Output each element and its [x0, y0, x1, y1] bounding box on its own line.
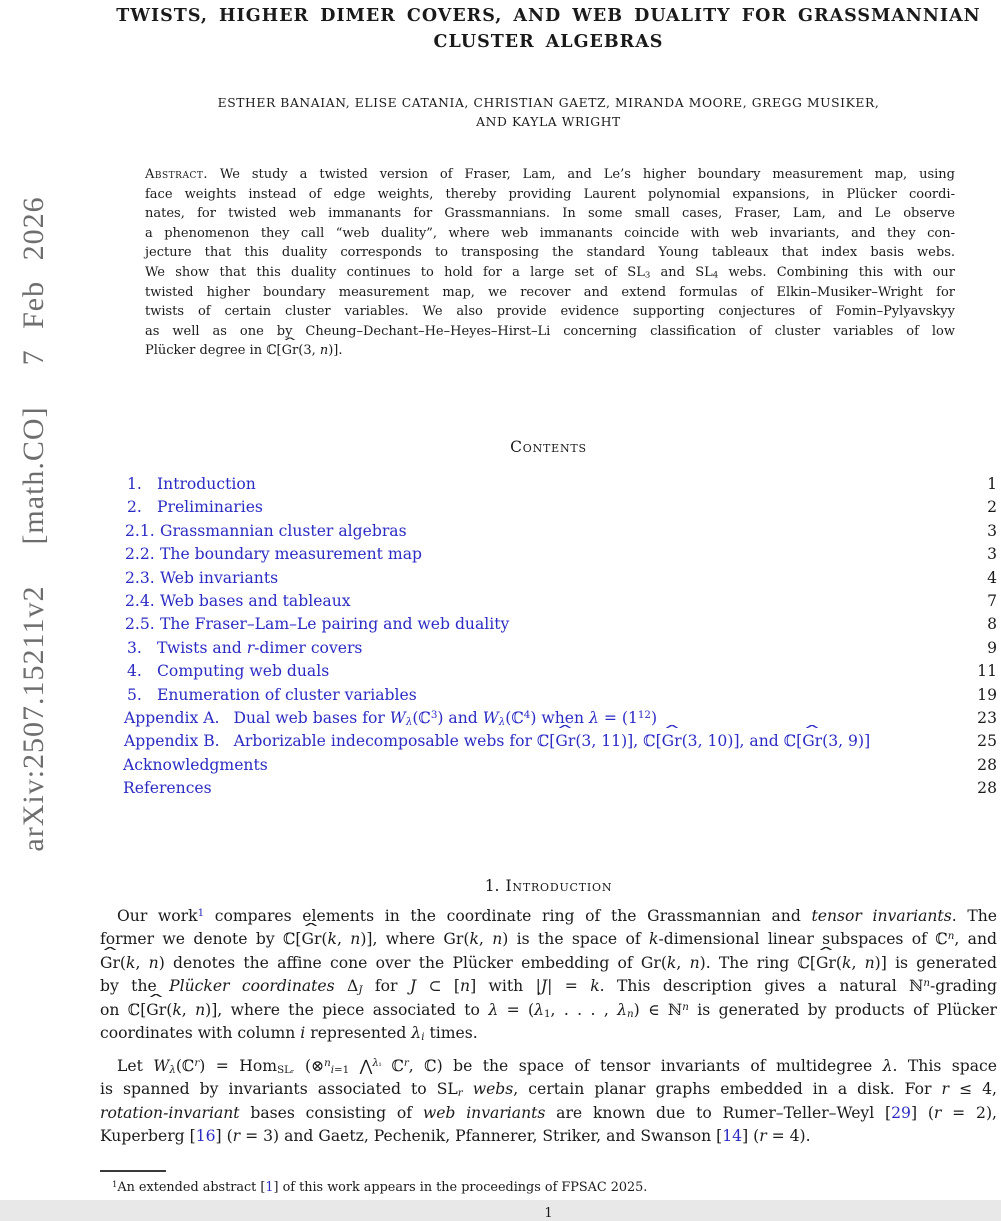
toc-entry[interactable]	[100, 637, 997, 660]
text-column	[100, 0, 997, 1221]
toc-leader-space	[870, 730, 977, 753]
toc-entry-page: 8	[987, 615, 997, 634]
body-line: ˆ Gr(k, n) denotes the affine cone over the Plücker embedding of Gr(k, n). The ring ℂ[ˆ Gr(k, n)] is generated	[100, 952, 997, 976]
toc-entry-page: 1	[987, 474, 997, 493]
abstract-line: as well as one by Cheung–Dechant–He–Heyes–Hirst–Li concerning classification of cluster variables of low	[145, 323, 955, 339]
abstract-label: Abstract.	[145, 167, 208, 182]
body-line: Our work$^1$ compares elements in the coordinate ring of the Grassmannian and tensor invariants. The	[117, 906, 997, 925]
toc-entry-label: Twists and r-dimer covers	[157, 638, 363, 657]
toc-leader-space	[256, 473, 977, 496]
arxiv-watermark: arXiv:2507.15211v2 [math.CO] 7 Feb 2026	[17, 196, 50, 852]
toc-entry-page: 25	[977, 732, 997, 751]
toc-leader-space	[351, 590, 977, 613]
citation-link[interactable]: 1	[265, 1179, 274, 1195]
body-line: rotation-invariant bases consisting of web invariants are known due to Rumer–Teller–Weyl [29] (r = 2),	[100, 1103, 998, 1122]
body-line: by the Plücker coordinates $\Delta_J$ for J ⊂ [n] with |J| = k. This description gives a natural ℕ$^n$-grading	[100, 976, 997, 997]
section-1-heading	[100, 877, 997, 895]
footnote-rule	[100, 1170, 166, 1172]
toc-entry-number: 2.1.	[125, 521, 155, 540]
toc-entry[interactable]	[100, 754, 997, 777]
toc-entry[interactable]	[100, 496, 997, 519]
toc-entry[interactable]	[100, 473, 997, 496]
toc-entry-page: 4	[987, 568, 997, 587]
toc-entry-page: 19	[977, 685, 997, 704]
body-line: Kuperberg [16] (r = 3) and Gaetz, Pechenik, Pfannerer, Striker, and Swanson [14] (r = 4).	[100, 1127, 811, 1146]
toc-entry-number: 2.4.	[125, 591, 155, 610]
toc-leader-space	[407, 520, 977, 543]
toc-entry-label: Arborizable indecomposable webs for ℂ[ˆ Gr(3, 11)], ℂ[ˆ Gr(3, 10)], and ℂ[ˆ Gr(3, 9)]	[234, 730, 871, 753]
toc-entry[interactable]	[100, 590, 997, 613]
toc-entry[interactable]	[100, 660, 997, 683]
toc-entry-label: The boundary measurement map	[160, 545, 422, 564]
toc-entry[interactable]	[100, 707, 997, 730]
toc-entry-number: 2.3.	[125, 568, 155, 587]
paper-title	[100, 3, 997, 55]
toc-entry-label: Web bases and tableaux	[160, 591, 351, 610]
toc-entry-page: 11	[977, 662, 997, 681]
affine-cone-hat: ˆ Gr	[146, 999, 166, 1023]
abstract-line: nates, for twisted web immanants for Grassmannians. In some small cases, Fraser, Lam, and Le observe	[145, 206, 955, 222]
introduction-body	[100, 905, 997, 1149]
toc-entry-number: 4.	[127, 662, 142, 681]
toc-entry-label: Dual web bases for $W_\lambda(ℂ^3)$ and $W_\lambda(ℂ^4)$ when $\lambda = (1^{12})$	[233, 708, 658, 729]
toc-leader-space	[509, 613, 977, 636]
toc-entry-number: 3.	[127, 638, 142, 657]
author-list-line2: AND KAYLA WRIGHT	[476, 115, 621, 129]
affine-cone-hat: ˆ Gr	[555, 730, 575, 753]
introduction-paragraph-1	[100, 905, 997, 1046]
toc-leader-space	[362, 637, 977, 660]
toc-entry-label: Web invariants	[160, 568, 279, 587]
toc-entry-page: 9	[987, 638, 997, 657]
section-1-number: 1.	[484, 876, 500, 895]
abstract-line: Plücker degree in ℂ[ˆ Gr(3, n)].	[145, 341, 955, 361]
toc-entry-label: The Fraser–Lam–Le pairing and web duality	[160, 615, 510, 634]
table-of-contents	[100, 473, 997, 801]
toc-entry-page: 3	[987, 545, 997, 564]
abstract-line: Abstract. We study a twisted version of Fraser, Lam, and Le’s higher boundary measurement map, using	[145, 167, 955, 182]
abstract-line: a phenomenon they call “web duality”, where web immanants coincide with web invariants, and they con-	[145, 225, 955, 241]
toc-entry-number: 1.	[127, 474, 142, 493]
page-number: 1	[544, 1205, 553, 1221]
introduction-paragraph-2	[100, 1055, 997, 1149]
body-line: Let $W_\lambda(ℂ^r) = Hom_{SLᵣ}$ (⊗$^n_{i=1}$ ⋀$^{\lambda ᵢ}$ ℂ$^r$, ℂ) be the space of tensor invariants of multidegree λ. This space	[117, 1056, 998, 1076]
toc-entry[interactable]	[100, 567, 997, 590]
body-line: former we denote by ℂ[ˆ Gr(k, n)], where Gr(k, n) is the space of k-dimensional linear subspaces of ℂ$^n$, and	[100, 928, 997, 952]
affine-cone-hat: ˆ Gr	[662, 730, 682, 753]
toc-entry-number: Appendix B.	[124, 732, 220, 751]
toc-entry[interactable]	[100, 684, 997, 707]
toc-entry-label: Introduction	[157, 474, 256, 493]
abstract	[145, 165, 955, 361]
footnote-marker: 1	[112, 1178, 118, 1189]
toc-leader-space	[417, 684, 977, 707]
section-1-title: Introduction	[505, 876, 613, 895]
affine-cone-hat: ˆ Gr	[100, 952, 120, 976]
toc-entry-label: Computing web duals	[157, 662, 330, 681]
affine-cone-hat: ˆ Gr	[282, 341, 299, 361]
toc-entry-label: Grassmannian cluster algebras	[160, 521, 407, 540]
abstract-line: twisted higher boundary measurement map, we recover and extend formulas of Elkin–Musiker–Wright for	[145, 284, 955, 300]
toc-entry-page: 3	[987, 521, 997, 540]
contents-heading: Contents	[510, 437, 587, 456]
citation-link[interactable]: 14	[722, 1127, 743, 1146]
abstract-line: face weights instead of edge weights, thereby providing Laurent polynomial expansions, in Plücker coordi-	[145, 186, 955, 202]
toc-entry[interactable]	[100, 613, 997, 636]
citation-link[interactable]: 1	[197, 906, 205, 919]
toc-entry-page: 28	[977, 779, 997, 798]
paper-title-line2: CLUSTER ALGEBRAS	[433, 32, 664, 52]
footnote-text: An extended abstract [1] of this work appears in the proceedings of FPSAC 2025.	[117, 1179, 648, 1195]
toc-entry[interactable]	[100, 777, 997, 800]
toc-entry-label: Enumeration of cluster variables	[157, 685, 417, 704]
body-line: on ℂ[ˆ Gr(k, n)], where the piece associated to $\lambda = (\lambda_1$, . . . , $\lambda_n$) ∈ ℕ$^n$ is generated by products of Plücker	[100, 999, 997, 1023]
abstract-line: twists of certain cluster variables. We also provide evidence supporting conjectures of Fomin–Pylyavskyy	[145, 304, 955, 320]
toc-entry-label: Acknowledgments	[123, 755, 268, 774]
citation-link[interactable]: 29	[891, 1103, 911, 1122]
abstract-line: We show that this duality continues to hold for a large set of $SL_3$ and $SL_4$ webs. Combining this with our	[145, 264, 956, 281]
toc-entry[interactable]	[100, 543, 997, 566]
paper-title-line1: TWISTS, HIGHER DIMER COVERS, AND WEB DUALITY FOR GRASSMANNIAN	[116, 6, 981, 26]
author-list	[100, 94, 997, 132]
body-line: coordinates with column i represented $\lambda_i$ times.	[100, 1024, 478, 1044]
toc-entry-number: 2.5.	[125, 615, 155, 634]
toc-entry-page: 23	[977, 709, 997, 727]
abstract-line: jecture that this duality corresponds to transposing the standard Young tableaux that index basis webs.	[145, 245, 955, 261]
citation-link[interactable]: 16	[195, 1127, 216, 1146]
footnote	[112, 1179, 997, 1197]
affine-cone-hat: ˆ Gr	[816, 952, 836, 976]
affine-cone-hat: ˆ Gr	[802, 730, 822, 753]
body-line: is spanned by invariants associated to $SL_r$ webs, certain planar graphs embedded in a disk. For r ≤ 4,	[100, 1080, 998, 1100]
toc-entry-label: Preliminaries	[157, 498, 263, 517]
toc-entry-number: 2.	[127, 498, 142, 517]
toc-entry-number: 5.	[127, 685, 142, 704]
toc-leader-space	[422, 543, 977, 566]
toc-entry-number: Appendix A.	[124, 709, 220, 727]
toc-leader-space	[278, 567, 977, 590]
toc-leader-space	[268, 754, 977, 777]
toc-entry[interactable]	[100, 730, 997, 753]
affine-cone-hat: ˆ Gr	[301, 928, 321, 952]
toc-entry[interactable]	[100, 520, 997, 543]
toc-leader-space	[263, 496, 977, 519]
toc-entry-page: 7	[987, 591, 997, 610]
toc-leader-space	[212, 777, 977, 800]
toc-leader-space	[329, 660, 977, 683]
toc-entry-page: 28	[977, 755, 997, 774]
toc-entry-number: 2.2.	[125, 545, 155, 564]
toc-entry-label: References	[123, 779, 212, 798]
toc-entry-page: 2	[987, 498, 997, 517]
author-list-line1: ESTHER BANAIAN, ELISE CATANIA, CHRISTIAN GAETZ, MIRANDA MOORE, GREGG MUSIKER,	[217, 96, 880, 110]
